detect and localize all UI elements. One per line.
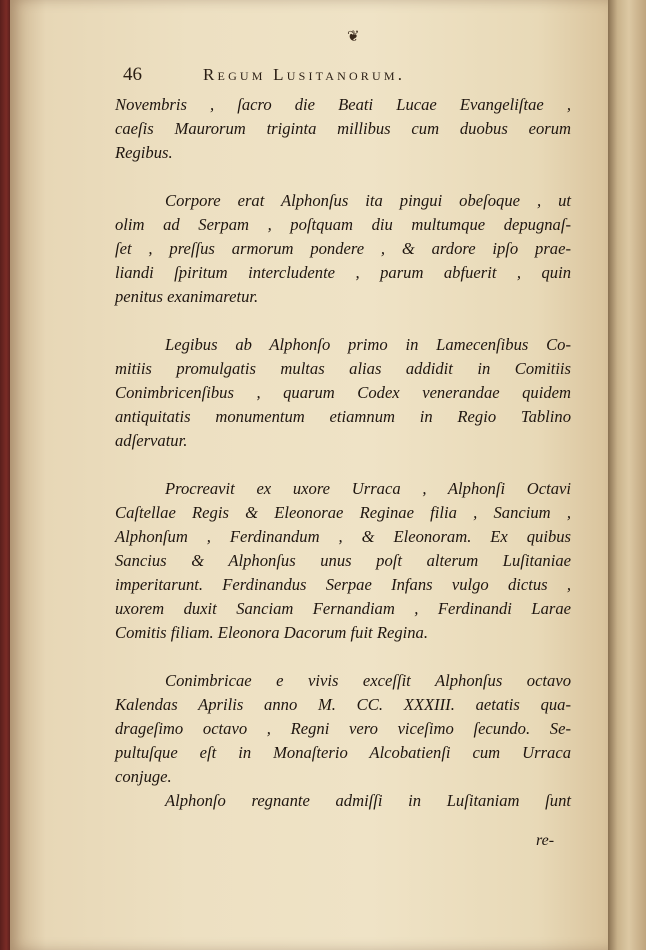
- paragraph: [115, 789, 571, 813]
- catchword: re-: [536, 832, 555, 849]
- running-title: Regum Lusitanorum.: [203, 65, 406, 84]
- paragraph: [115, 189, 571, 309]
- text-line: Sancius & Alphonſus unus poſt alterum Luſitaniae: [115, 551, 571, 570]
- page-number: 46: [123, 64, 142, 85]
- paragraph: [115, 669, 571, 789]
- text-line: Procreavit ex uxore Urraca , Alphonſi Octavi: [165, 479, 571, 498]
- text-line: Conimbricenſibus , quarum Codex venerandae quidem: [115, 383, 571, 402]
- text-line: Kalendas Aprilis anno M. CC. XXXIII. aetatis qua-: [115, 695, 571, 714]
- text-line: olim ad Serpam , poſtquam diu multumque depugnaſ-: [115, 215, 571, 234]
- text-line: Caſtellae Regis & Eleonorae Reginae filia , Sancium ,: [115, 503, 571, 522]
- text-line: adſervatur.: [115, 431, 188, 450]
- body-text: [115, 93, 571, 813]
- text-line: imperitarunt. Ferdinandus Serpae Infans vulgo dictus ,: [115, 575, 571, 594]
- next-page-edge: [608, 0, 646, 950]
- text-line: Alphonſum , Ferdinandum , & Eleonoram. Ex quibus: [115, 527, 571, 546]
- text-line: Alphonſo regnante admiſſi in Luſitaniam ſunt: [165, 791, 571, 810]
- text-line: drageſimo octavo , Regni vero viceſimo ſecundo. Se-: [115, 719, 571, 738]
- text-line: liandi ſpiritum intercludente , parum abfuerit , quin: [115, 263, 571, 282]
- text-line: pultuſque eſt in Monaſterio Alcobatienſi cum Urraca: [115, 743, 571, 762]
- text-line: conjuge.: [115, 767, 172, 786]
- text-line: Conimbricae e vivis exceſſit Alphonſus octavo: [165, 671, 571, 690]
- text-line: Corpore erat Alphonſus ita pingui obeſoque , ut: [165, 191, 571, 210]
- text-line: Regibus.: [115, 143, 173, 162]
- text-line: penitus exanimaretur.: [115, 287, 259, 306]
- text-line: caeſis Maurorum triginta millibus cum duobus eorum: [115, 119, 571, 138]
- text-line: mitiis promulgatis multas alias addidit in Comitiis: [115, 359, 571, 378]
- text-line: Legibus ab Alphonſo primo in Lamecenſibus Co-: [165, 335, 571, 354]
- ornament-mark: ❦: [347, 29, 360, 45]
- text-line: Comitis filiam. Eleonora Dacorum fuit Regina.: [115, 623, 428, 642]
- page-header: [123, 64, 563, 92]
- text-line: ſet , preſſus armorum pondere , & ardore ipſo prae-: [115, 239, 571, 258]
- text-line: antiquitatis monumentum etiamnum in Regio Tablino: [115, 407, 571, 426]
- text-line: uxorem duxit Sanciam Fernandiam , Ferdinandi Larae: [115, 599, 571, 618]
- text-line: Novembris , ſacro die Beati Lucae Evangeliſtae ,: [115, 95, 571, 114]
- paragraph: [115, 333, 571, 453]
- paragraph: [115, 93, 571, 165]
- paragraph: [115, 477, 571, 645]
